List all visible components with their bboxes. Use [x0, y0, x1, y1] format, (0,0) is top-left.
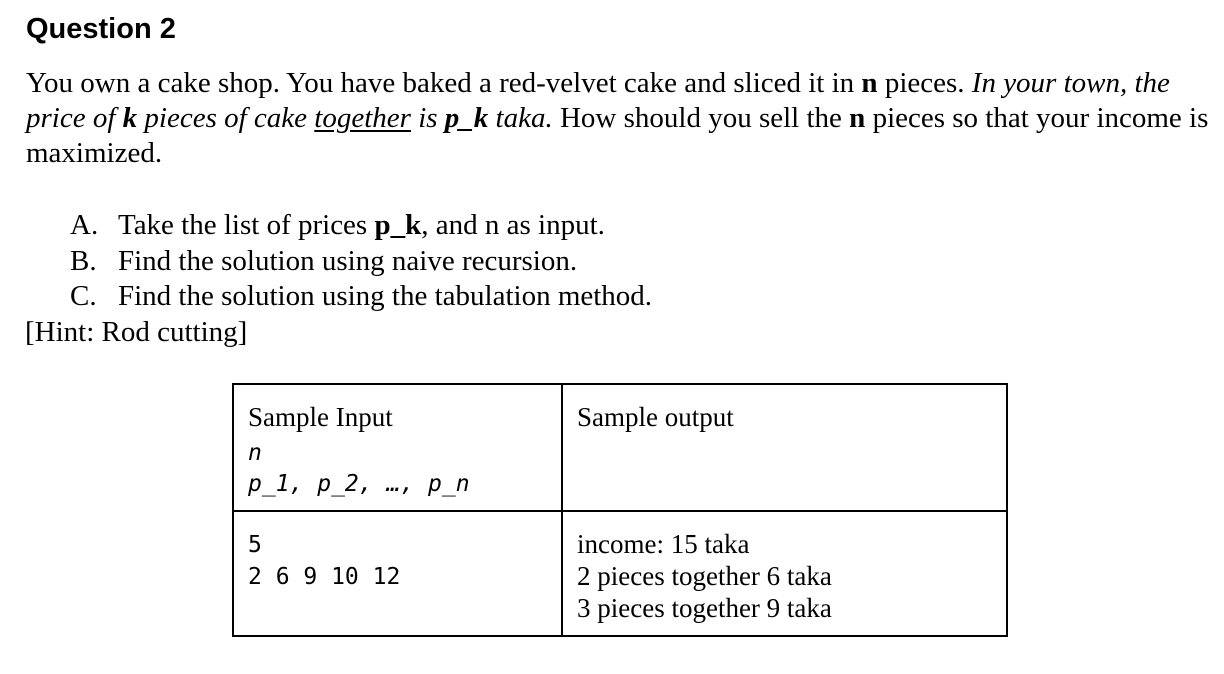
task-letter: A.	[70, 209, 99, 241]
question-title: Question 2	[26, 13, 176, 45]
task-text-post: , and n as input.	[421, 209, 605, 241]
para-italic-1: In your town, the price of	[26, 67, 1170, 134]
para-text-1: You own a cake shop. You have baked a red-velvet cake and sliced it in	[26, 67, 862, 99]
var-pk: p_k	[444, 102, 489, 134]
input-line-1: 5	[248, 532, 262, 558]
task-item-a	[70, 208, 652, 244]
task-bold: p_k	[374, 209, 422, 241]
input-format-list: p_1, p_2, …, p_n	[248, 471, 470, 497]
task-letter: B.	[70, 244, 97, 277]
table-header-row	[233, 384, 1007, 511]
para-text-2: pieces.	[877, 67, 972, 99]
para-italic-3: is	[410, 102, 445, 134]
sample-output-label: Sample output	[577, 402, 734, 432]
para-italic-2: pieces of cake	[137, 102, 315, 134]
task-item-c	[70, 279, 652, 315]
para-text-4: pieces so that your income is maximized.	[26, 102, 1209, 169]
sample-input-label: Sample Input	[248, 402, 393, 432]
task-text: Find the solution using the tabulation method.	[118, 280, 653, 312]
output-line-2: 2 pieces together 6 taka	[577, 561, 832, 591]
sample-input-header-cell	[233, 384, 562, 511]
word-together: together	[314, 102, 411, 134]
para-italic-4: taka.	[488, 102, 553, 134]
sample-output-header-cell	[562, 384, 1007, 511]
task-letter: C.	[70, 280, 97, 312]
input-line-2: 2 6 9 10 12	[248, 564, 401, 590]
sample-table	[232, 383, 1008, 637]
task-text: Take the list of prices	[118, 209, 375, 241]
sample-output-cell	[562, 511, 1007, 636]
output-line-3: 3 pieces together 9 taka	[577, 593, 832, 623]
sample-input-cell	[233, 511, 562, 636]
question-paragraph	[26, 66, 1211, 171]
var-k: k	[122, 102, 138, 134]
output-line-1: income: 15 taka	[577, 529, 750, 559]
para-text-3: How should you sell the	[552, 102, 850, 134]
task-item-b	[70, 244, 652, 280]
task-text: Find the solution using naive recursion.	[118, 244, 578, 277]
input-format-n: n	[248, 440, 262, 466]
table-row	[233, 511, 1007, 636]
task-list	[70, 208, 652, 315]
hint-text: [Hint: Rod cutting]	[25, 316, 248, 348]
var-n-1: n	[861, 67, 878, 99]
var-n-2: n	[849, 102, 866, 134]
